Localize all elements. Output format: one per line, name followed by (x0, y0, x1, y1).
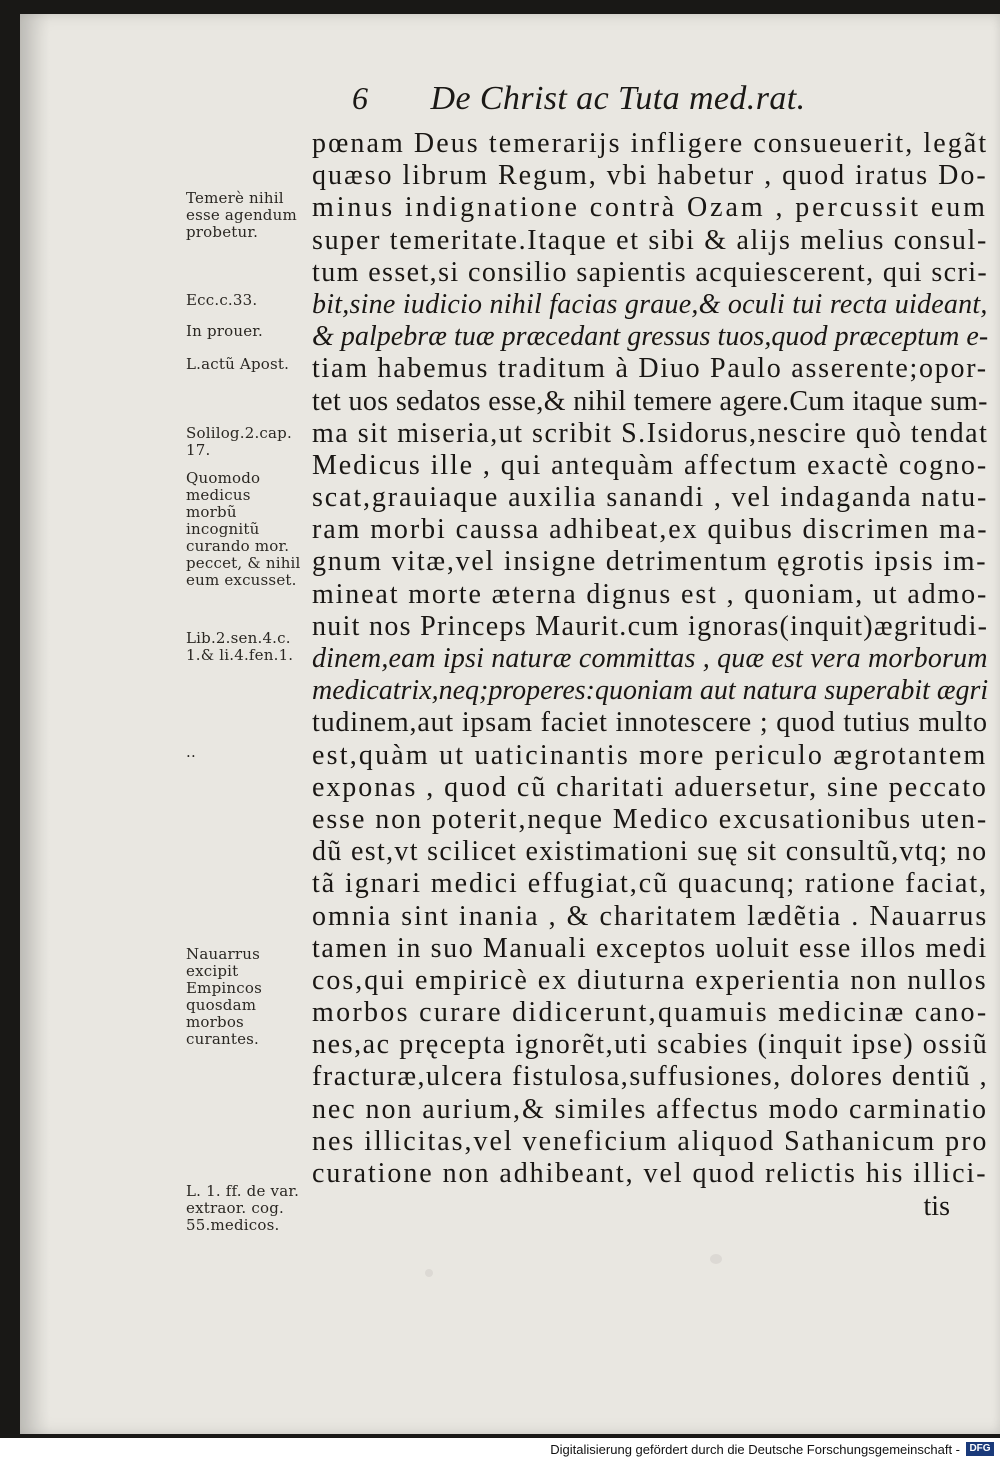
text-line: ram morbi caussa adhibeat,ex quibus discrimen ma- (312, 514, 989, 546)
text-line: super temeritate.Itaque et sibi & alijs melius consul- (312, 224, 988, 256)
text-line: nec non aurium,& similes affectus modo carminatio (312, 1093, 988, 1125)
text-line: nes illicitas,vel veneficium aliquod Sathanicum pro (312, 1125, 989, 1157)
marginal-note: In prouer. (186, 322, 263, 340)
dfg-logo-icon: DFG (966, 1442, 994, 1456)
text-line: tamen in suo Manuali exceptos uoluit esse illos medi (312, 932, 988, 964)
text-line: tet uos sedatos esse,& nihil temere agere.Cum itaque sum- (312, 385, 988, 417)
text-line: nes,ac pręcepta ignorẽt,uti scabies (inquit ipse) ossiũ (312, 1029, 989, 1061)
marginal-note: L. 1. ff. de var. extraor. cog. 55.medicos. (186, 1182, 300, 1234)
marginal-note: Nauarrus excipit Empincos quosdam morbos curantes. (186, 945, 262, 1048)
text-line: exponas , quod cũ charitati aduersetur, sine peccato (312, 771, 988, 803)
marginal-note: Temerè nihil esse agendum probetur. (186, 189, 297, 241)
marginal-note: Solilog.2.cap. 17. (186, 424, 292, 459)
digitization-credit-text: Digitalisierung gefördert durch die Deutsche Forschungsgemeinschaft - (550, 1442, 960, 1457)
text-line: ma sit miseria,ut scribit S.Isidorus,nescire quò tendat (312, 417, 989, 449)
digitization-credit-bar (0, 1438, 1000, 1462)
text-line: cos,qui empiricè ex diuturna experientia non nullos (312, 964, 988, 996)
text-line: pœnam Deus temerarijs infligere consueuerit, legãt (312, 128, 989, 159)
text-line: bit,sine iudicio nihil facias graue,& oculi tui recta uideant, (312, 288, 988, 320)
text-line: quæso librum Regum, vbi habetur , quod iratus Do- (312, 160, 988, 192)
text-line: tã ignari medici effugiat,cũ quacunq; ratione faciat, (312, 868, 989, 900)
marginal-note: .. (186, 743, 196, 761)
text-line: minus indignatione contrà Ozam , percussit eum (312, 192, 988, 224)
text-line: omnia sint inania , & charitatem lædẽtia . Nauarrus (312, 900, 989, 932)
page-number: 6 (352, 80, 368, 116)
marginal-note: Ecc.c.33. (186, 291, 258, 309)
ink-smudge (425, 1269, 433, 1277)
text-line: morbos curare didicerunt,quamuis medicinæ cano- (312, 997, 989, 1029)
text-line: dũ est,vt scilicet existimationi suę sit consultũ,vtq; no (312, 836, 988, 868)
text-line: tudinem,aut ipsam faciet innotescere ; quod tutius multo (312, 707, 988, 739)
text-line: tiam habemus traditum à Diuo Paulo asserente;opor- (312, 353, 988, 385)
text-line: est,quàm ut uaticinantis more periculo ægrotantem (312, 739, 988, 771)
running-head (352, 80, 972, 118)
text-line: Medicus ille , qui antequàm affectum exactè cogno- (312, 449, 989, 481)
main-text-block (312, 128, 990, 1223)
marginal-note: Lib.2.sen.4.c. 1.& li.4.fen.1. (186, 629, 294, 664)
ink-smudge (710, 1254, 722, 1264)
text-line: fracturæ,ulcera fistulosa,suffusiones, dolores dentiũ , (312, 1061, 989, 1093)
marginal-note: L.actũ Apost. (186, 355, 290, 373)
running-head-title: De Christ ac Tuta med.rat. (430, 80, 806, 117)
text-line: nuit nos Princeps Maurit.cum ignoras(inquit)ægritudi- (312, 610, 989, 642)
text-line: & palpebræ tuæ præcedant gressus tuos,quod præceptum e- (312, 321, 989, 353)
catchword: tis (923, 1191, 950, 1223)
text-line: esse non poterit,neque Medico excusationibus uten- (312, 803, 989, 835)
text-line: curatione non adhibeant, vel quod relictis his illici- (312, 1158, 988, 1189)
text-line: gnum vitæ,vel insigne detrimentum ęgrotis ipsis im- (312, 546, 988, 578)
marginal-note: Quomodo medicus morbũ incognitũ curando mor. peccet, & nihil eum excusset. (186, 469, 301, 589)
text-line: medicatrix,neq;properes:quoniam aut natura superabit ægri (312, 675, 989, 707)
text-line: dinem,eam ipsi naturæ committas , quæ est vera morborum (312, 643, 988, 674)
page-gutter-shadow (20, 14, 50, 1434)
text-line: scat,grauiaque auxilia sanandi , vel indaganda natu- (312, 482, 989, 514)
text-line: mineat morte æterna dignus est , quoniam, ut admo- (312, 578, 989, 610)
text-line: tum esset,si consilio sapientis acquiescerent, qui scri- (312, 256, 989, 288)
